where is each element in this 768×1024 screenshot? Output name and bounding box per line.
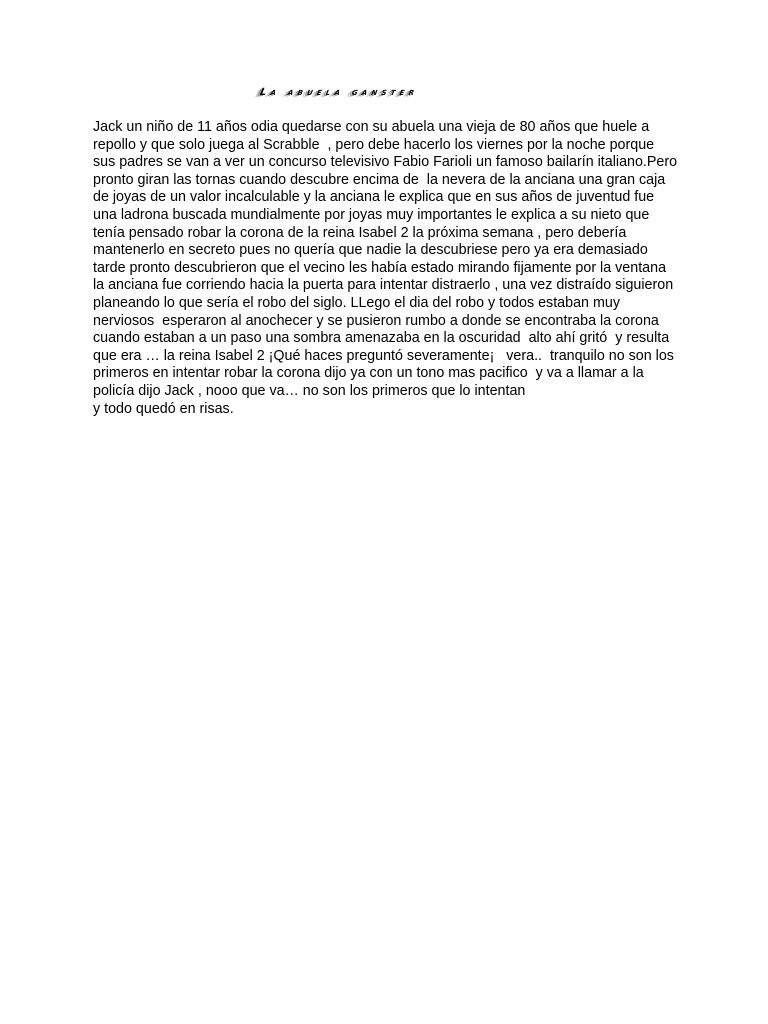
story-line: mantenerlo en secreto pues no quería que nadie la descubriese pero ya era demasiado bbox=[93, 242, 648, 259]
story-line: policía dijo Jack , nooo que va… no son los primeros que lo intentan bbox=[93, 382, 526, 399]
story-line: sus padres se van a ver un concurso televisivo Fabio Farioli un famoso bailarín italiano.Pero bbox=[93, 154, 678, 171]
story-line: cuando estaban a un paso una sombra amenazaba en la oscuridad alto ahí gritó y resulta bbox=[93, 330, 670, 347]
story-line: nerviosos esperaron al anochecer y se pusieron rumbo a donde se encontraba la corona bbox=[93, 312, 659, 329]
story-line: primeros en intentar robar la corona dijo ya con un tono mas pacifico y va a llamar a la bbox=[93, 365, 644, 382]
story-line: pronto giran las tornas cuando descubre encima de la nevera de la anciana una gran caja bbox=[93, 171, 666, 188]
story-line: la anciana fue corriendo hacia la puerta para intentar distraerlo , una vez distraído siguieron bbox=[93, 277, 674, 294]
story-line: Jack un niño de 11 años odia quedarse con su abuela una vieja de 80 años que huele a bbox=[93, 119, 650, 135]
story-body bbox=[93, 119, 683, 418]
story-line: tarde pronto descubrieron que el vecino les había estado mirando fijamente por la ventana bbox=[93, 259, 667, 276]
story-line: una ladrona buscada mundialmente por joyas muy importantes le explica a su nieto que bbox=[93, 206, 650, 223]
story-line: repollo y que solo juega al Scrabble , pero debe hacerlo los viernes por la noche porque bbox=[93, 136, 655, 153]
story-line: y todo quedó en risas. bbox=[93, 400, 234, 417]
story-line: tenía pensado robar la corona de la reina Isabel 2 la próxima semana , pero debería bbox=[93, 224, 627, 241]
story-line: de joyas de un valor incalculable y la anciana le explica que en sus años de juventud fue bbox=[93, 189, 655, 206]
document-title: La abuela ganster bbox=[258, 87, 420, 98]
story-line: que era … la reina Isabel 2 ¡Qué haces preguntó severamente¡ vera.. tranquilo no son los bbox=[93, 347, 674, 364]
story-line: planeando lo que sería el robo del siglo. LLego el dia del robo y todos estaban muy bbox=[93, 294, 620, 311]
